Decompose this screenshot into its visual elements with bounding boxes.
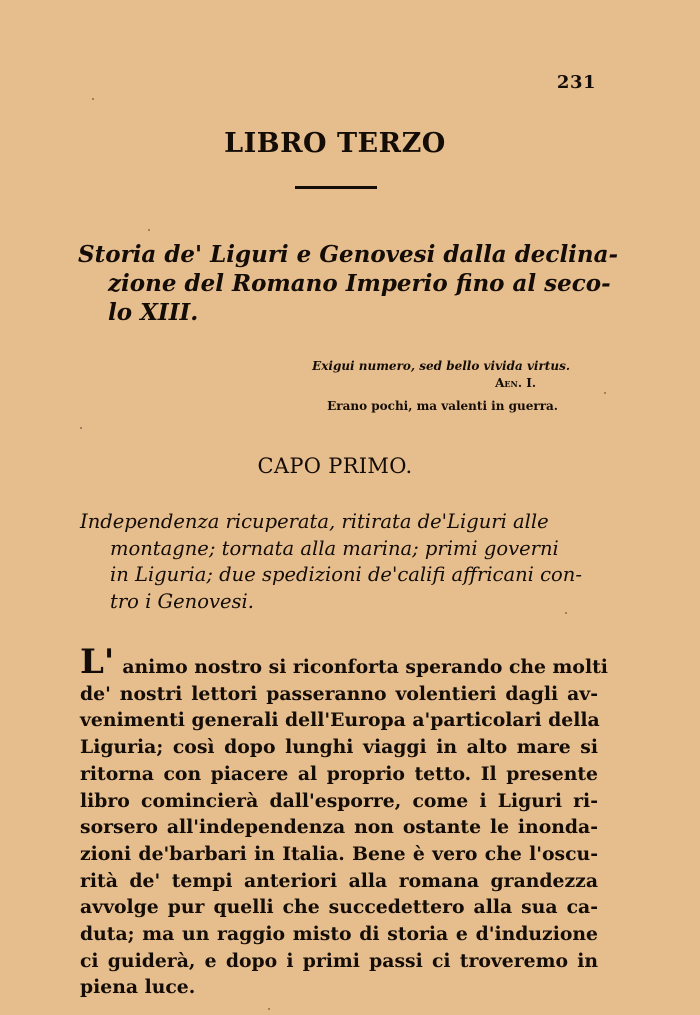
book-subtitle: [78, 240, 619, 327]
body-line: libro comincierà dall'esporre, come i Liguri ri-: [80, 789, 598, 812]
body-line: sorsero all'independenza non ostante le inonda-: [80, 816, 598, 839]
epigraph-latin: Exigui numero, sed bello vivida virtus.: [312, 359, 570, 373]
subtitle-line: Storia de' Liguri e Genovesi dalla declina-: [78, 241, 619, 268]
book-title: LIBRO TERZO: [224, 128, 446, 159]
epigraph: [300, 358, 580, 415]
paper-speck: [80, 427, 82, 429]
body-line-first: [80, 642, 608, 682]
title-rule: [295, 186, 377, 189]
summary-line: in Liguria; due spedizioni de'califi affricani con-: [110, 563, 582, 586]
epigraph-translation: Erano pochi, ma valenti in guerra.: [327, 399, 558, 413]
chapter-summary: [80, 509, 600, 615]
paper-speck: [92, 98, 94, 100]
body-line: zioni de'barbari in Italia. Bene è vero che l'oscu-: [80, 842, 598, 865]
paper-speck: [565, 612, 567, 614]
body-line: animo nostro si riconforta sperando che molti: [122, 656, 608, 678]
body-line: Liguria; così dopo lunghi viaggi in alto mare si: [80, 736, 598, 759]
paper-speck: [148, 229, 150, 231]
subtitle-line: zione del Romano Imperio fino al seco-: [108, 270, 611, 297]
body-line: de' nostri lettori passeranno volentieri dagli av-: [80, 682, 598, 705]
body-line: ritorna con piacere al proprio tetto. Il presente: [80, 762, 598, 785]
body-paragraph: [80, 642, 608, 1001]
body-line: venimenti generali dell'Europa a'particolari della: [80, 709, 600, 732]
summary-line: tro i Genovesi.: [110, 589, 254, 613]
summary-line: montagne; tornata alla marina; primi governi: [110, 536, 559, 560]
epigraph-source: Aen. I.: [495, 376, 536, 390]
drop-cap: L': [80, 642, 115, 682]
page-number: 231: [556, 72, 596, 93]
paper-speck: [604, 392, 606, 394]
chapter-title: CAPO PRIMO.: [257, 454, 413, 478]
paper-speck: [268, 1008, 270, 1010]
body-line: ci guiderà, e dopo i primi passi ci troveremo in: [80, 949, 598, 972]
subtitle-line: lo XIII.: [108, 299, 199, 326]
body-line: piena luce.: [80, 976, 196, 999]
summary-line: Independenza ricuperata, ritirata de'Liguri alle: [80, 510, 549, 533]
body-line: rità de' tempi anteriori alla romana grandezza: [80, 869, 598, 892]
body-line: duta; ma un raggio misto di storia e d'induzione: [80, 923, 598, 946]
body-line: avvolge pur quelli che succedettero alla sua ca-: [80, 896, 598, 919]
